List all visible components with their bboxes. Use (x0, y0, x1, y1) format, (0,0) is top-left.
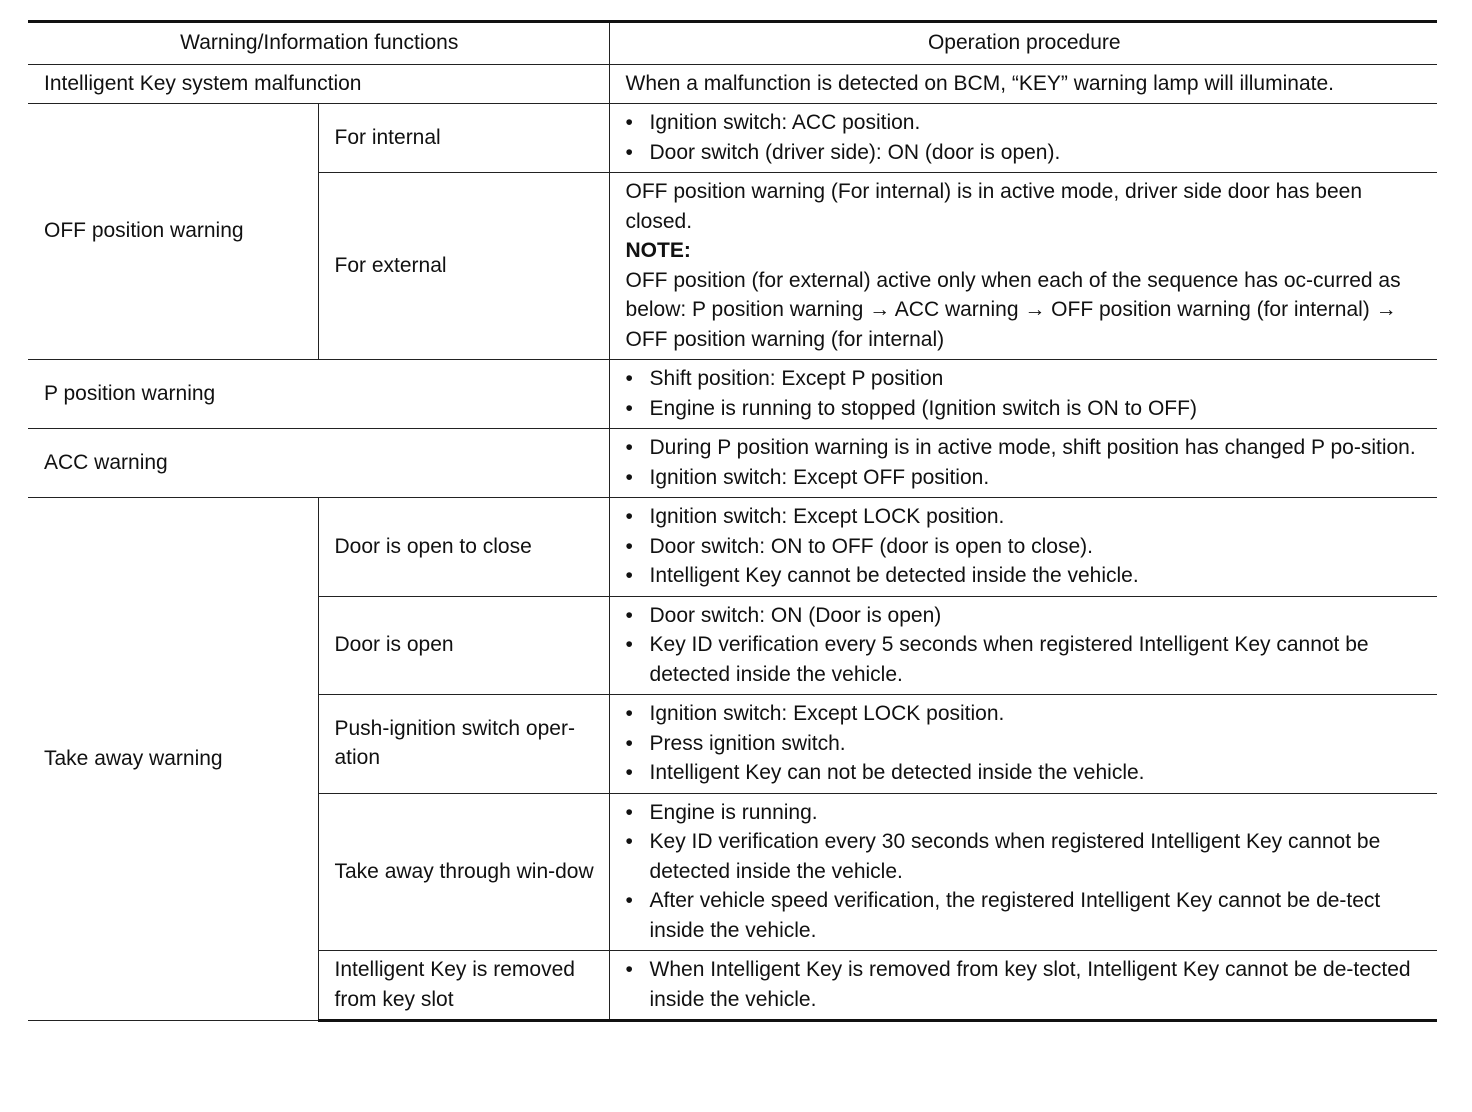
header-function: Warning/Information functions (28, 22, 609, 65)
warning-functions-table (28, 20, 1437, 1022)
list-item: • Ignition switch: ACC position. (626, 108, 1424, 138)
condition-cell: For internal (318, 104, 609, 173)
procedure-list (626, 502, 1424, 591)
list-item: • Engine is running. (626, 798, 1424, 828)
list-item: • During P position warning is in active mode, shift position has changed P po-sition. (626, 433, 1424, 463)
function-cell: P position warning (28, 360, 609, 429)
spec-sheet (28, 20, 1437, 1022)
list-item: • Key ID verification every 5 seconds when registered Intelligent Key cannot be detected inside the vehicle. (626, 630, 1424, 689)
list-item: • Ignition switch: Except OFF position. (626, 463, 1424, 493)
procedure-cell (609, 429, 1437, 498)
condition-cell: Push-ignition switch oper-ation (318, 695, 609, 794)
procedure-cell (609, 596, 1437, 695)
list-item: • Intelligent Key can not be detected inside the vehicle. (626, 758, 1424, 788)
list-item: • Ignition switch: Except LOCK position. (626, 699, 1424, 729)
condition-cell: Take away through win-dow (318, 793, 609, 951)
procedure-cell (609, 173, 1437, 360)
procedure-list (626, 364, 1424, 423)
note-label: NOTE: (625, 239, 691, 262)
condition-cell: Door is open to close (318, 498, 609, 597)
procedure-cell: When a malfunction is detected on BCM, “KEY” warning lamp will illuminate. (609, 64, 1437, 104)
condition-cell: Intelligent Key is removed from key slot (318, 951, 609, 1021)
function-cell: Take away warning (28, 498, 318, 1021)
note-text: OFF position (for external) active only when each of the sequence has oc-curred as below: P position warning → ACC warning → OFF position warning (for internal) → OFF position warning (for internal) (625, 268, 1401, 351)
procedure-cell (609, 951, 1437, 1021)
list-item: • Engine is running to stopped (Ignition switch is ON to OFF) (626, 394, 1424, 424)
procedure-list (626, 433, 1424, 492)
procedure-cell (609, 360, 1437, 429)
condition-cell: For external (318, 173, 609, 360)
procedure-list (626, 108, 1424, 167)
list-item: • Door switch: ON (Door is open) (626, 601, 1424, 631)
table-header-row (28, 22, 1437, 65)
list-item: • After vehicle speed verification, the registered Intelligent Key cannot be de-tect inside the vehicle. (626, 886, 1424, 945)
function-cell: ACC warning (28, 429, 609, 498)
list-item: • Intelligent Key cannot be detected inside the vehicle. (626, 561, 1424, 591)
list-item: • Press ignition switch. (626, 729, 1424, 759)
procedure-list (626, 955, 1424, 1014)
procedure-cell (609, 793, 1437, 951)
list-item: • Door switch (driver side): ON (door is open). (626, 138, 1424, 168)
list-item: • Key ID verification every 30 seconds when registered Intelligent Key cannot be detected inside the vehicle. (626, 827, 1424, 886)
condition-cell: Door is open (318, 596, 609, 695)
procedure-text: OFF position warning (For internal) is in active mode, driver side door has been closed. (625, 180, 1363, 233)
list-item: • Door switch: ON to OFF (door is open to close). (626, 532, 1424, 562)
list-item: • Ignition switch: Except LOCK position. (626, 502, 1424, 532)
table-row (28, 104, 1437, 173)
function-cell: OFF position warning (28, 104, 318, 360)
procedure-cell (609, 498, 1437, 597)
table-row (28, 360, 1437, 429)
table-row (28, 429, 1437, 498)
list-item: • When Intelligent Key is removed from key slot, Intelligent Key cannot be de-tected inside the vehicle. (626, 955, 1424, 1014)
table-row (28, 498, 1437, 597)
procedure-cell (609, 104, 1437, 173)
header-procedure: Operation procedure (609, 22, 1437, 65)
list-item: • Shift position: Except P position (626, 364, 1424, 394)
procedure-list (626, 798, 1424, 946)
procedure-cell (609, 695, 1437, 794)
procedure-list (626, 601, 1424, 690)
table-row (28, 64, 1437, 104)
function-cell: Intelligent Key system malfunction (28, 64, 609, 104)
procedure-list (626, 699, 1424, 788)
